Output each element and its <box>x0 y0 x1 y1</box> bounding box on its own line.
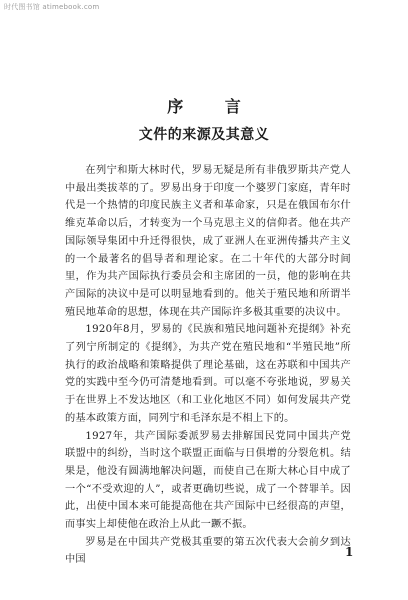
paragraph: 在列宁和斯大林时代，罗易无疑是所有非俄罗斯共产党人中最出类拔萃的了。罗易出身于印度一个婆罗门家庭，青年时代是一个热情的印度民族主义者和革命家，只是在俄国布尔什维克革命以后，才转变为一个马克思主义的信仰者。他在共产国际领导集团中升迁得很快，成了亚洲人在亚洲传播共产主义的一个最著名的倡导者和理论家。在二十年代的大部分时间里，作为共产国际执行委员会和主席团的一员，他的影响在共产国际的决议中是可以明显地看到的。他关于殖民地和所谓半殖民地革命的思想，体现在共产国际许多极其重要的决议中。 <box>65 165 351 318</box>
watermark: 时代图书馆 atimebook.com <box>4 3 100 11</box>
paragraph: 1927年，共产国际委派罗易去排解国民党同中国共产党联盟中的纠纷，当时这个联盟正面临与日俱增的分裂危机。结果是，他没有圆满地解决问题，而使自己在斯大林心目中成了一个“不受欢迎的人”，或者更确切些说，成了一个替罪羊。因此，出使中国本来可能提高他在共产国际中已经很高的声望，而事实上却使他在政治上从此一蹶不振。 <box>65 430 351 531</box>
page-subtitle: 文件的来源及其意义 <box>138 127 270 143</box>
paragraph: 1920年8月，罗易的《民族和殖民地问题补充提纲》补充了列宁所制定的《提纲》，为共产党在殖民地和“半殖民地”所执行的政治战略和策略提供了理论基础，这在苏联和中国共产党的实践中至今仍可清楚地看到。可以毫不夸张地说，罗易关于在世界上不发达地区（和工业化地区不同）如何发展共产党的基本政策方面，同列宁和毛泽东是不相上下的。 <box>65 324 351 424</box>
paragraph: 罗易是在中国共产党极其重要的第五次代表大会前夕到达中国 <box>65 536 351 566</box>
body-text <box>65 162 354 569</box>
page-title: 序 言 <box>167 97 259 116</box>
page-number: 1 <box>345 545 354 559</box>
